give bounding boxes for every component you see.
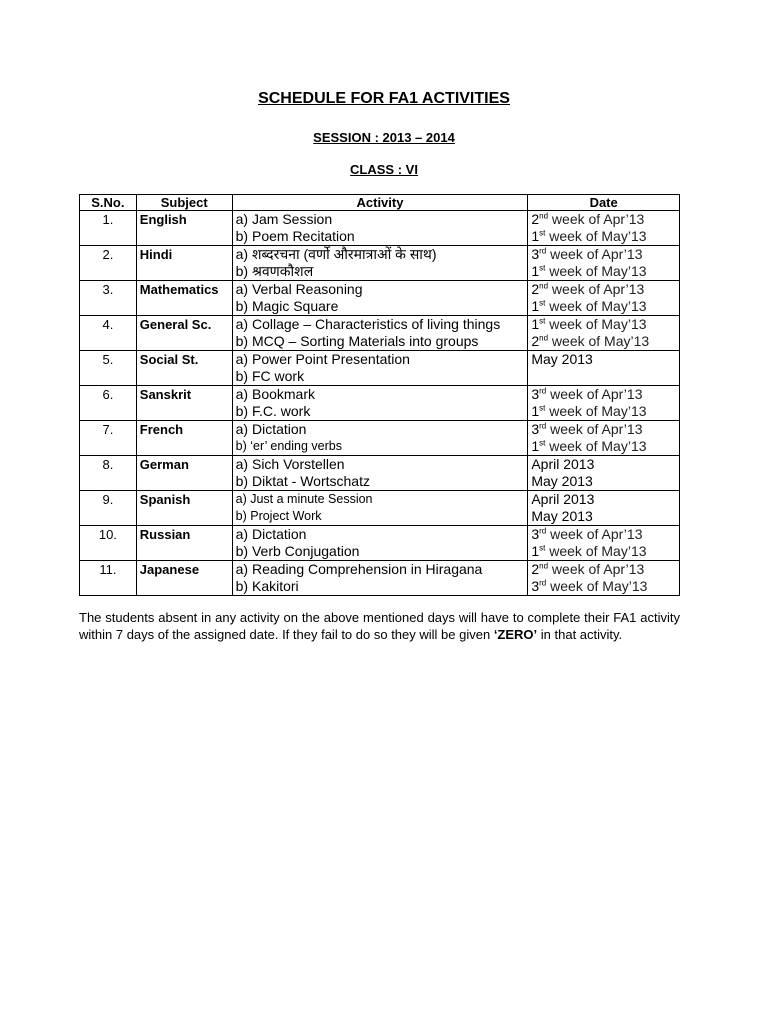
date-number: May 2013 [531,473,593,489]
date-ordinal-suffix: st [539,298,546,308]
date-ordinal-suffix: st [539,543,546,553]
date-week-text: week of Apr’13 [546,246,643,262]
activity-item: a) Power Point Presentation [235,351,410,367]
cell-date [528,386,680,421]
note-zero: ‘ZERO’ [493,627,538,642]
date-week-text: week of May’13 [545,543,647,559]
date-number: 3 [531,386,540,402]
date-item [531,421,676,438]
date-ordinal-suffix: nd [539,561,549,571]
activity-item: a) शब्दरचना (वर्णो औरमात्राओं के साथ) [235,246,437,262]
date-item [531,298,676,315]
absence-note [79,609,680,643]
date-ordinal-suffix: st [539,316,546,326]
class-heading: CLASS : VI [350,162,418,177]
date-ordinal-suffix: nd [539,211,549,221]
cell-activity [232,246,528,281]
date-number: April 2013 [531,491,595,507]
date-ordinal-suffix: st [539,403,546,413]
date-ordinal-suffix: nd [539,333,549,343]
cell-date [528,561,680,596]
activity-item: b) श्रवणकौशल [235,263,314,279]
cell-date [528,211,680,246]
date-week-text: week of May’13 [545,263,647,279]
date-number: 1 [531,316,540,332]
cell-subject: Spanish [136,491,232,526]
date-ordinal-suffix: rd [539,578,547,588]
date-item [531,456,676,473]
cell-sno: 2. [80,246,137,281]
date-week-text: week of Apr’13 [546,526,643,542]
header-subject: Subject [136,195,232,211]
date-week-text: week of Apr’13 [548,211,645,227]
cell-date [528,246,680,281]
activity-item: a) Dictation [235,526,307,542]
document-title: SCHEDULE FOR FA1 ACTIVITIES [258,90,510,107]
cell-activity [232,351,528,386]
activity-item: a) Reading Comprehension in Hiragana [235,561,483,577]
table-row [80,246,680,281]
date-week-text: week of May’13 [545,438,647,454]
cell-activity [232,211,528,246]
date-item [531,508,676,525]
date-ordinal-suffix: rd [539,386,547,396]
cell-sno: 10. [80,526,137,561]
date-item [531,526,676,543]
date-number: 1 [531,438,540,454]
date-item [531,491,676,508]
date-week-text: week of May’13 [545,228,647,244]
date-item [531,246,676,263]
cell-date [528,491,680,526]
cell-subject: Mathematics [136,281,232,316]
cell-subject: General Sc. [136,316,232,351]
date-item [531,473,676,490]
date-number: 2 [531,211,540,227]
date-ordinal-suffix: st [539,228,546,238]
note-text-before: The students absent in any activity on the above mentioned days will have to complete their FA1 activity within 7 days of the assigned date. If they fail to do so they will be given [79,610,680,642]
cell-date [528,351,680,386]
cell-sno: 9. [80,491,137,526]
date-number: May 2013 [531,351,593,367]
date-week-text: week of Apr’13 [548,281,645,297]
date-number: 1 [531,298,540,314]
table-row [80,526,680,561]
cell-subject: French [136,421,232,456]
cell-subject: Japanese [136,561,232,596]
header-sno: S.No. [80,195,137,211]
cell-subject: Hindi [136,246,232,281]
cell-subject: Sanskrit [136,386,232,421]
date-item [531,561,676,578]
note-text-after: in that activity. [537,627,623,642]
date-ordinal-suffix: st [539,263,546,273]
date-number: 1 [531,228,540,244]
activity-item: a) Just a minute Session [235,492,373,506]
cell-date [528,421,680,456]
date-number: 2 [531,333,540,349]
activity-item: b) Poem Recitation [235,228,355,244]
cell-activity [232,386,528,421]
cell-activity [232,491,528,526]
date-number: 1 [531,403,540,419]
date-number: 3 [531,578,540,594]
cell-activity [232,456,528,491]
table-row [80,281,680,316]
date-ordinal-suffix: rd [539,526,547,536]
activity-item: b) F.C. work [235,403,311,419]
cell-sno: 7. [80,421,137,456]
activity-item: a) Jam Session [235,211,333,227]
cell-activity [232,561,528,596]
date-item [531,263,676,280]
table-row [80,561,680,596]
date-item [531,578,676,595]
date-number: 1 [531,263,540,279]
date-ordinal-suffix: rd [539,246,547,256]
date-item [531,333,676,350]
session-heading: SESSION : 2013 – 2014 [313,130,455,145]
cell-date [528,281,680,316]
cell-sno: 3. [80,281,137,316]
table-row [80,211,680,246]
date-item [531,351,676,368]
activity-item: b) Project Work [235,509,322,523]
cell-sno: 1. [80,211,137,246]
cell-subject: German [136,456,232,491]
activity-item: a) Collage – Characteristics of living things [235,316,501,332]
cell-date [528,456,680,491]
date-item [531,211,676,228]
cell-activity [232,526,528,561]
header-activity: Activity [232,195,528,211]
date-number: 3 [531,526,540,542]
activity-item: a) Sich Vorstellen [235,456,345,472]
cell-subject: Social St. [136,351,232,386]
cell-date [528,526,680,561]
table-row [80,316,680,351]
date-week-text: week of May’13 [545,403,647,419]
date-number: April 2013 [531,456,595,472]
schedule-table [79,194,680,596]
date-week-text: week of May’13 [545,298,647,314]
date-number: 3 [531,246,540,262]
table-row [80,456,680,491]
table-row [80,491,680,526]
date-week-text: week of Apr’13 [546,386,643,402]
date-item [531,543,676,560]
date-week-text: week of Apr’13 [546,421,643,437]
activity-item: b) ‘er’ ending verbs [235,439,342,453]
cell-sno: 11. [80,561,137,596]
activity-item: b) Verb Conjugation [235,543,360,559]
cell-activity [232,421,528,456]
date-ordinal-suffix: rd [539,421,547,431]
table-row [80,386,680,421]
activity-item: b) MCQ – Sorting Materials into groups [235,333,479,349]
date-item [531,403,676,420]
table-row [80,421,680,456]
cell-subject: Russian [136,526,232,561]
cell-sno: 8. [80,456,137,491]
activity-item: b) Magic Square [235,298,339,314]
date-week-text: week of May’13 [545,316,647,332]
date-item [531,281,676,298]
cell-sno: 6. [80,386,137,421]
cell-sno: 5. [80,351,137,386]
cell-sno: 4. [80,316,137,351]
cell-activity [232,316,528,351]
date-week-text: week of May’13 [546,578,648,594]
date-ordinal-suffix: nd [539,281,549,291]
date-number: 1 [531,543,540,559]
table-row [80,351,680,386]
activity-item: b) Diktat - Wortschatz [235,473,370,489]
date-week-text: week of Apr’13 [548,561,645,577]
header-date: Date [528,195,680,211]
cell-date [528,316,680,351]
cell-activity [232,281,528,316]
date-item [531,386,676,403]
date-week-text: week of May’13 [548,333,650,349]
activity-item: b) FC work [235,368,305,384]
date-item [531,316,676,333]
date-item [531,438,676,455]
date-number: May 2013 [531,508,593,524]
activity-item: a) Bookmark [235,386,315,402]
activity-item: a) Verbal Reasoning [235,281,363,297]
cell-subject: English [136,211,232,246]
activity-item: a) Dictation [235,421,307,437]
activity-item: b) Kakitori [235,578,299,594]
date-ordinal-suffix: st [539,438,546,448]
date-number: 3 [531,421,540,437]
table-header-row [80,195,680,211]
date-item [531,228,676,245]
date-number: 2 [531,561,540,577]
date-number: 2 [531,281,540,297]
